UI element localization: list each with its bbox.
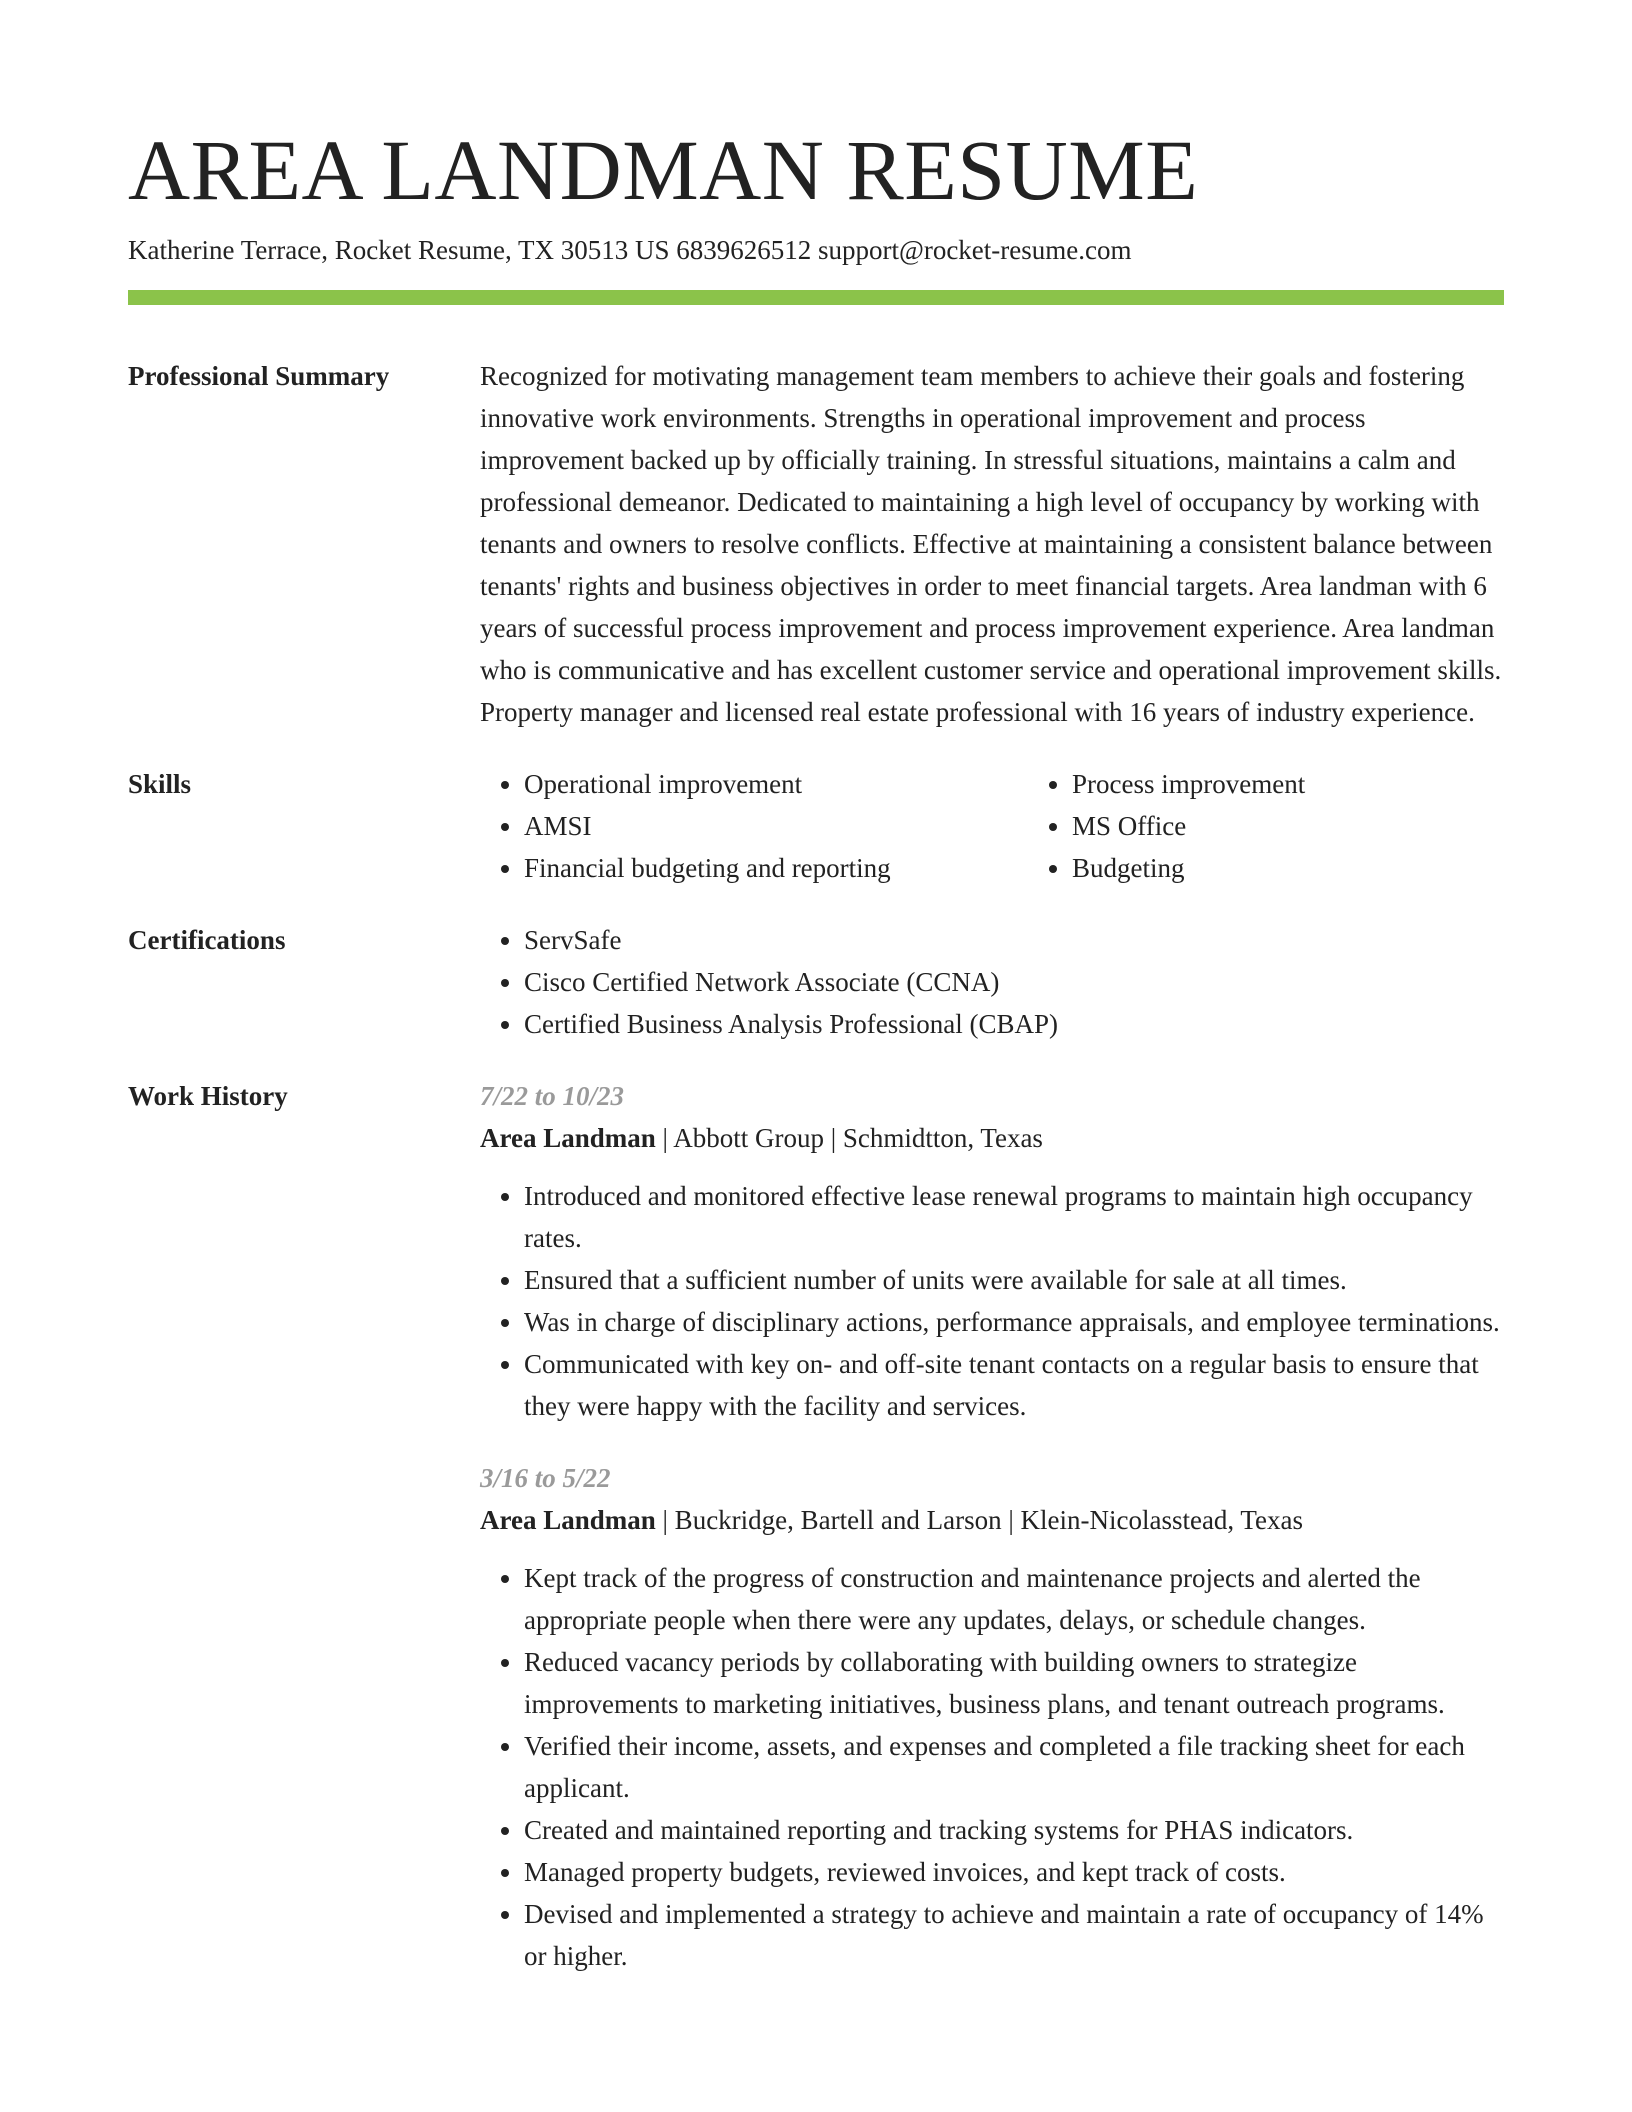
work-history-section — [128, 1075, 1504, 2007]
skills-section — [128, 763, 1504, 889]
skills-list-right — [1028, 763, 1576, 889]
job-title: Area Landman — [480, 1505, 656, 1535]
job-bullet: • Kept track of the progress of construction and maintenance projects and alerted the appropriate people when there were any updates, delays, or schedule changes. — [524, 1557, 1504, 1641]
job-bullet: • Communicated with key on- and off-site tenant contacts on a regular basis to ensure that they were happy with the facility and services. — [524, 1343, 1504, 1427]
resume-page — [128, 120, 1504, 2007]
job-dates: 3/16 to 5/22 — [480, 1463, 611, 1493]
skill-item: • Budgeting — [1072, 847, 1576, 889]
job-bullet: • Managed property budgets, reviewed invoices, and kept track of costs. — [524, 1851, 1504, 1893]
certifications-list — [480, 919, 1504, 1045]
section-heading: Work History — [128, 1081, 288, 1111]
job-entry — [480, 1075, 1504, 1427]
summary-section — [128, 355, 1504, 733]
skill-item: • MS Office — [1072, 805, 1576, 847]
skill-item: • Process improvement — [1072, 763, 1576, 805]
job-dates: 7/22 to 10/23 — [480, 1081, 625, 1111]
job-bullet: • Ensured that a sufficient number of units were available for sale at all times. — [524, 1259, 1504, 1301]
resume-title: AREA LANDMAN RESUME — [128, 122, 1199, 218]
skill-item: • Operational improvement — [524, 763, 1028, 805]
skill-item: • AMSI — [524, 805, 1028, 847]
job-bullets — [480, 1175, 1504, 1427]
job-bullet: • Verified their income, assets, and expenses and completed a file tracking sheet for each applicant. — [524, 1725, 1504, 1809]
accent-divider — [128, 290, 1504, 305]
job-bullet: • Created and maintained reporting and tracking systems for PHAS indicators. — [524, 1809, 1504, 1851]
job-details: | Buckridge, Bartell and Larson | Klein-Nicolasstead, Texas — [655, 1505, 1304, 1535]
skill-item: • Financial budgeting and reporting — [524, 847, 1028, 889]
job-details: | Abbott Group | Schmidtton, Texas — [655, 1123, 1043, 1153]
certification-item: • Certified Business Analysis Professional (CBAP) — [524, 1003, 1504, 1045]
job-entry — [480, 1457, 1504, 1977]
section-heading: Skills — [128, 769, 192, 799]
job-bullet: • Devised and implemented a strategy to achieve and maintain a rate of occupancy of 14% or higher. — [524, 1893, 1504, 1977]
job-bullet: • Was in charge of disciplinary actions, performance appraisals, and employee terminations. — [524, 1301, 1504, 1343]
job-bullet: • Introduced and monitored effective lease renewal programs to maintain high occupancy rates. — [524, 1175, 1504, 1259]
job-bullet: • Reduced vacancy periods by collaborating with building owners to strategize improvements to marketing initiatives, business plans, and tenant outreach programs. — [524, 1641, 1504, 1725]
certification-item: • Cisco Certified Network Associate (CCNA) — [524, 961, 1504, 1003]
contact-line: Katherine Terrace, Rocket Resume, TX 30513 US 6839626512 support@rocket-resume.com — [128, 235, 1132, 265]
job-header — [480, 1499, 1504, 1541]
section-heading: Professional Summary — [128, 361, 390, 391]
job-title: Area Landman — [480, 1123, 656, 1153]
job-bullets — [480, 1557, 1504, 1977]
skills-list-left — [480, 763, 1028, 889]
summary-text: Recognized for motivating management team members to achieve their goals and fostering innovative work environments. Strengths in operational improvement and process improvement backed up by officially training. In stressful situations, maintains a calm and professional demeanor. Dedicated to maintaining a high level of occupancy by working with tenants and owners to resolve conflicts. Effective at maintaining a consistent balance between tenants' rights and business objectives in order to meet financial targets. Area landman with 6 years of successful process improvement and process improvement experience. Area landman who is communicative and has excellent customer service and operational improvement skills. Property manager and licensed real estate professional with 16 years of industry experience. — [480, 361, 1502, 727]
section-heading: Certifications — [128, 925, 286, 955]
job-header — [480, 1117, 1504, 1159]
certification-item: • ServSafe — [524, 919, 1504, 961]
certifications-section — [128, 919, 1504, 1045]
